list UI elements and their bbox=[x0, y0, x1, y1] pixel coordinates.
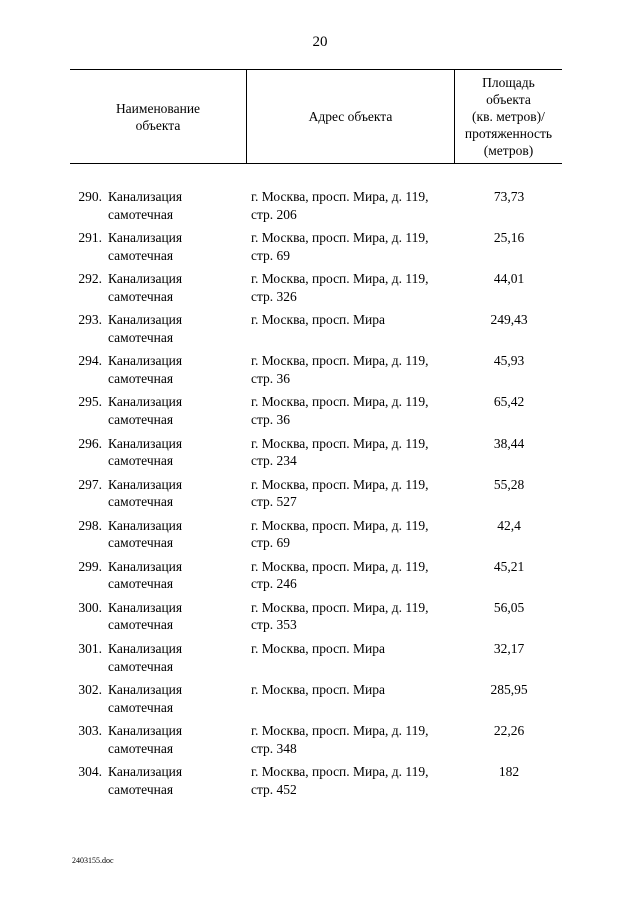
row-number: 292. bbox=[78, 271, 102, 287]
row-name: Канализация самотечная bbox=[108, 312, 183, 345]
table-row bbox=[0, 188, 640, 229]
row-number: 303. bbox=[78, 723, 102, 739]
row-area: 44,01 bbox=[493, 271, 525, 287]
row-area: 45,93 bbox=[493, 353, 525, 369]
row-name: Канализация самотечная bbox=[108, 271, 183, 304]
row-number: 299. bbox=[78, 558, 102, 574]
row-name: Канализация самотечная bbox=[108, 435, 183, 469]
row-name: Канализация самотечная bbox=[108, 476, 183, 510]
row-number: 294. bbox=[78, 353, 102, 369]
row-name: Канализация самотечная bbox=[108, 230, 183, 263]
row-name: Канализация самотечная bbox=[108, 189, 183, 222]
row-address: г. Москва, просп. Мира bbox=[251, 641, 386, 657]
row-area: 38,44 bbox=[493, 435, 525, 451]
header-name: Наименование объекта bbox=[70, 70, 247, 163]
row-name: Канализация самотечная bbox=[108, 353, 183, 386]
row-number: 295. bbox=[78, 394, 102, 410]
table-row bbox=[0, 229, 640, 270]
row-number: 291. bbox=[78, 230, 102, 246]
row-address: г. Москва, просп. Мира, д. 119, стр. 326 bbox=[251, 271, 429, 304]
table-body bbox=[0, 188, 640, 804]
row-address: г. Москва, просп. Мира, д. 119, стр. 36 bbox=[251, 394, 429, 427]
row-area: 56,05 bbox=[493, 599, 525, 615]
row-name: Канализация самотечная bbox=[108, 558, 183, 592]
row-number: 298. bbox=[78, 517, 102, 533]
row-address: г. Москва, просп. Мира, д. 119, стр. 206 bbox=[251, 189, 429, 222]
row-name: Канализация самотечная bbox=[108, 723, 183, 756]
row-area: 249,43 bbox=[490, 312, 528, 328]
row-name: Канализация самотечная bbox=[108, 682, 183, 715]
table-row bbox=[0, 763, 640, 804]
table-row bbox=[0, 599, 640, 640]
header-address: Адрес объекта bbox=[247, 70, 455, 163]
row-number: 297. bbox=[78, 476, 102, 492]
row-name: Канализация самотечная bbox=[108, 517, 183, 551]
footer-filename: 2403155.doc bbox=[72, 856, 114, 865]
row-area: 42,4 bbox=[497, 517, 521, 533]
table-row bbox=[0, 558, 640, 599]
table-row bbox=[0, 640, 640, 681]
row-area: 285,95 bbox=[490, 682, 528, 698]
table-row bbox=[0, 352, 640, 393]
row-area: 22,26 bbox=[493, 723, 525, 739]
row-address: г. Москва, просп. Мира, д. 119, стр. 452 bbox=[251, 764, 429, 797]
row-area: 32,17 bbox=[493, 641, 525, 657]
table-row bbox=[0, 393, 640, 434]
row-number: 304. bbox=[78, 764, 102, 780]
row-address: г. Москва, просп. Мира bbox=[251, 682, 386, 698]
row-address: г. Москва, просп. Мира bbox=[251, 312, 386, 328]
row-address: г. Москва, просп. Мира, д. 119, стр. 348 bbox=[251, 723, 429, 756]
row-area: 25,16 bbox=[493, 230, 525, 246]
table-row bbox=[0, 435, 640, 476]
row-address: г. Москва, просп. Мира, д. 119, стр. 246 bbox=[251, 558, 429, 592]
table-row bbox=[0, 476, 640, 517]
row-address: г. Москва, просп. Мира, д. 119, стр. 36 bbox=[251, 353, 429, 386]
row-address: г. Москва, просп. Мира, д. 119, стр. 353 bbox=[251, 599, 429, 633]
table-header bbox=[70, 69, 562, 164]
row-address: г. Москва, просп. Мира, д. 119, стр. 527 bbox=[251, 476, 429, 510]
row-number: 301. bbox=[78, 641, 102, 657]
page-number: 20 bbox=[312, 34, 328, 50]
row-number: 296. bbox=[78, 435, 102, 451]
table-row bbox=[0, 311, 640, 352]
row-number: 293. bbox=[78, 312, 102, 328]
table-row bbox=[0, 517, 640, 558]
table-row bbox=[0, 270, 640, 311]
row-number: 290. bbox=[78, 189, 102, 204]
row-area: 55,28 bbox=[493, 476, 525, 492]
row-address: г. Москва, просп. Мира, д. 119, стр. 69 bbox=[251, 517, 429, 551]
table-row bbox=[0, 722, 640, 763]
row-area: 65,42 bbox=[493, 394, 525, 410]
row-name: Канализация самотечная bbox=[108, 599, 183, 633]
row-area: 182 bbox=[498, 764, 520, 780]
row-area: 45,21 bbox=[493, 558, 525, 574]
row-name: Канализация самотечная bbox=[108, 764, 183, 797]
row-area: 73,73 bbox=[493, 189, 525, 204]
row-address: г. Москва, просп. Мира, д. 119, стр. 69 bbox=[251, 230, 429, 263]
row-number: 302. bbox=[78, 682, 102, 698]
row-number: 300. bbox=[78, 599, 102, 615]
row-name: Канализация самотечная bbox=[108, 394, 183, 427]
row-address: г. Москва, просп. Мира, д. 119, стр. 234 bbox=[251, 435, 429, 469]
header-area: Площадь объекта (кв. метров)/ протяженность (метров) bbox=[464, 75, 553, 158]
row-name: Канализация самотечная bbox=[108, 641, 183, 674]
table-row bbox=[0, 681, 640, 722]
